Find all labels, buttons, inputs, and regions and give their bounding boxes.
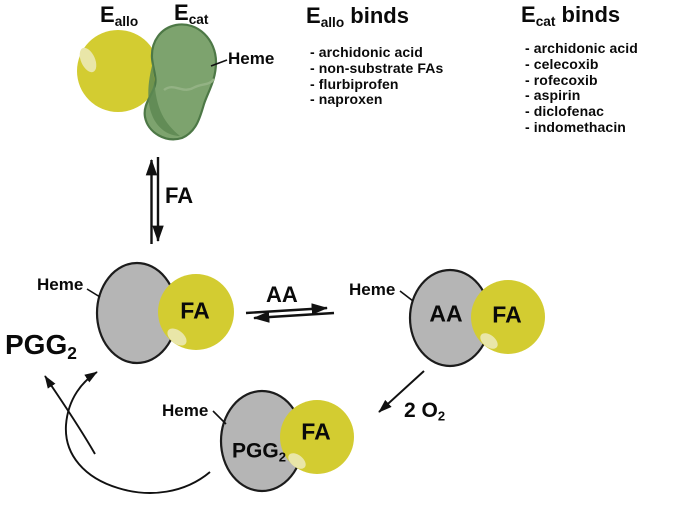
heme-label-left: Heme (37, 275, 84, 294)
pgg2-release-arrow (45, 376, 95, 454)
ecat-binds-list (525, 41, 638, 136)
pgg2-label-bottom-main: PGG (232, 439, 279, 463)
eallo-binds-title (306, 5, 409, 29)
eallo-binds-item: - naproxen (310, 91, 383, 108)
ecat-kidney-shape (145, 24, 216, 139)
heme-pointer-right (400, 291, 413, 301)
heme-label-top: Heme (228, 49, 275, 68)
ecat-binds-title-rest: binds (555, 2, 621, 27)
heme-pointer-bottom (213, 411, 226, 424)
eallo-binds-title-main: E (306, 3, 321, 28)
aa-exchange-arrows (246, 308, 334, 318)
ecat-label (174, 2, 208, 26)
fa-label-left: FA (180, 297, 210, 324)
enzyme-recycle-arc-arrow (66, 372, 210, 493)
oxygen-label-sub: 2 (437, 408, 446, 424)
eallo-label-main: E (100, 2, 115, 27)
ecat-binds-title (521, 4, 620, 28)
ecat-label-main: E (174, 0, 189, 25)
fa-label-right: FA (492, 301, 522, 328)
top-enzyme-complex (76, 24, 227, 139)
heme-pointer-left (87, 289, 100, 297)
ecat-binds-item: - indomethacin (525, 118, 626, 135)
eallo-label-sub: allo (114, 13, 139, 29)
ecat-binds-item: - celecoxib (525, 55, 599, 72)
aa-exchange-label: AA (266, 282, 298, 307)
eallo-binds-item: - flurbiprofen (310, 75, 399, 92)
heme-label-bottom: Heme (162, 401, 209, 420)
aa-label-right: AA (429, 300, 463, 327)
left-complex (87, 263, 234, 363)
ecat-label-sub: cat (188, 11, 209, 27)
right-complex (400, 270, 545, 366)
oxygen-label (404, 400, 445, 423)
eallo-binds-item: - archidonic acid (310, 44, 423, 60)
ecat-binds-title-sub: cat (535, 13, 556, 29)
eallo-label (100, 4, 138, 28)
pgg2-product-label (5, 331, 77, 362)
ecat-binds-item: - aspirin (525, 87, 581, 104)
pgg2-product-main: PGG (5, 329, 68, 360)
eallo-binds-title-rest: binds (344, 3, 409, 28)
eallo-binds-item: - non-substrate FAs (310, 59, 444, 76)
fa-exchange-arrows (152, 157, 159, 244)
ecat-binds-title-main: E (521, 2, 536, 27)
fa-label-bottom: FA (301, 418, 331, 445)
aa-forward-arrow (246, 308, 327, 313)
pgg2-label-bottom-sub: 2 (278, 449, 286, 465)
aa-reverse-arrow (254, 313, 334, 318)
oxygen-label-main: 2 O (404, 399, 438, 422)
fa-exchange-label: FA (165, 183, 194, 208)
pgg2-label-bottom (232, 441, 286, 464)
eallo-binds-list (310, 45, 443, 108)
ecat-binds-item: - rofecoxib (525, 71, 598, 88)
ecat-binds-item: - archidonic acid (525, 40, 638, 56)
heme-label-right: Heme (349, 280, 396, 299)
eallo-binds-title-sub: allo (320, 14, 345, 30)
pgg2-product-sub: 2 (67, 342, 77, 363)
ecat-binds-item: - diclofenac (525, 103, 604, 120)
